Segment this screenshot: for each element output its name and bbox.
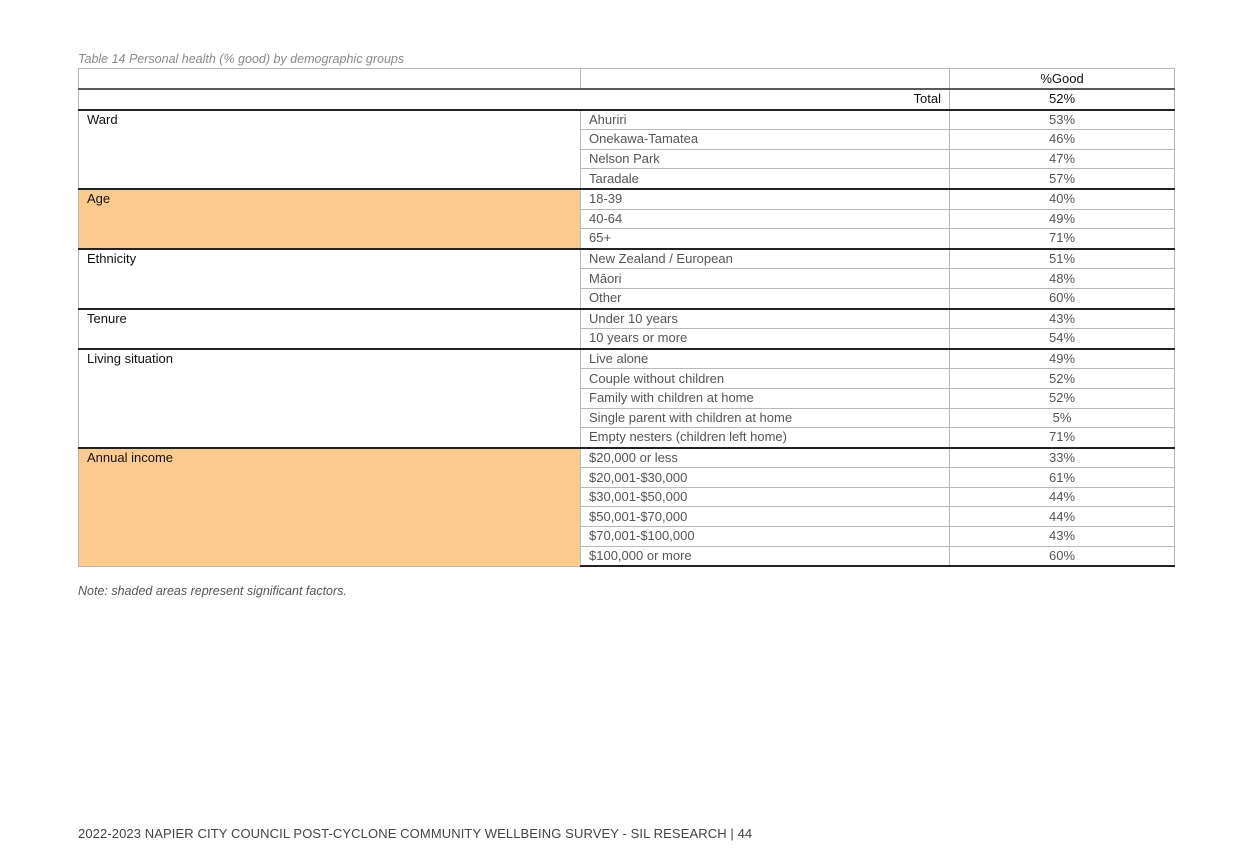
row-label: Live alone <box>581 349 950 369</box>
row-label: 18-39 <box>581 189 950 209</box>
row-label: New Zealand / European <box>581 249 950 269</box>
row-value: 33% <box>950 448 1175 468</box>
row-value: 52% <box>950 388 1175 408</box>
row-value: 61% <box>950 468 1175 488</box>
row-value: 44% <box>950 487 1175 507</box>
table-row <box>79 249 1175 269</box>
row-label: $30,001-$50,000 <box>581 487 950 507</box>
row-label: Empty nesters (children left home) <box>581 428 950 448</box>
table-body <box>79 69 1175 567</box>
table-caption: Table 14 Personal health (% good) by demographic groups <box>78 52 405 66</box>
row-value: 46% <box>950 130 1175 150</box>
row-label: Māori <box>581 269 950 289</box>
group-label-living-situation: Living situation <box>79 349 581 448</box>
group-label-age: Age <box>79 189 581 249</box>
group-label-ethnicity: Ethnicity <box>79 249 581 309</box>
page-footer: 2022-2023 NAPIER CITY COUNCIL POST-CYCLONE COMMUNITY WELLBEING SURVEY - SIL RESEARCH | 44 <box>78 826 753 841</box>
group-label-annual-income: Annual income <box>79 448 581 567</box>
group-label-tenure: Tenure <box>79 309 581 349</box>
row-value: 54% <box>950 329 1175 349</box>
header-empty-cell-2 <box>581 69 950 90</box>
table-row <box>79 189 1175 209</box>
row-value: 51% <box>950 249 1175 269</box>
table-row <box>79 110 1175 130</box>
row-value: 60% <box>950 288 1175 308</box>
row-value: 49% <box>950 209 1175 229</box>
row-value: 40% <box>950 189 1175 209</box>
header-empty-cell-1 <box>79 69 581 90</box>
table-note: Note: shaded areas represent significant factors. <box>78 584 347 598</box>
row-value: 43% <box>950 309 1175 329</box>
total-value: 52% <box>950 89 1175 110</box>
row-value: 47% <box>950 149 1175 169</box>
row-label: Under 10 years <box>581 309 950 329</box>
row-label: Onekawa-Tamatea <box>581 130 950 150</box>
row-value: 71% <box>950 229 1175 249</box>
row-label: Family with children at home <box>581 388 950 408</box>
row-value: 44% <box>950 507 1175 527</box>
table-row <box>79 309 1175 329</box>
group-label-ward: Ward <box>79 110 581 189</box>
row-label: $20,000 or less <box>581 448 950 468</box>
row-label: 10 years or more <box>581 329 950 349</box>
row-label: Other <box>581 288 950 308</box>
health-table <box>78 68 1175 567</box>
row-value: 48% <box>950 269 1175 289</box>
total-label: Total <box>79 89 950 110</box>
row-label: Single parent with children at home <box>581 408 950 428</box>
total-row <box>79 89 1175 110</box>
row-label: 40-64 <box>581 209 950 229</box>
row-value: 5% <box>950 408 1175 428</box>
row-value: 43% <box>950 527 1175 547</box>
row-label: $100,000 or more <box>581 546 950 566</box>
row-label: 65+ <box>581 229 950 249</box>
row-value: 71% <box>950 428 1175 448</box>
row-label: $50,001-$70,000 <box>581 507 950 527</box>
row-label: Nelson Park <box>581 149 950 169</box>
row-label: Ahuriri <box>581 110 950 130</box>
row-value: 57% <box>950 169 1175 189</box>
table-row <box>79 349 1175 369</box>
row-label: Taradale <box>581 169 950 189</box>
row-value: 53% <box>950 110 1175 130</box>
row-value: 52% <box>950 369 1175 389</box>
table-header-row <box>79 69 1175 90</box>
header-value-column: %Good <box>950 69 1175 90</box>
table-row <box>79 448 1175 468</box>
row-label: $20,001-$30,000 <box>581 468 950 488</box>
row-value: 49% <box>950 349 1175 369</box>
row-label: $70,001-$100,000 <box>581 527 950 547</box>
row-value: 60% <box>950 546 1175 566</box>
row-label: Couple without children <box>581 369 950 389</box>
